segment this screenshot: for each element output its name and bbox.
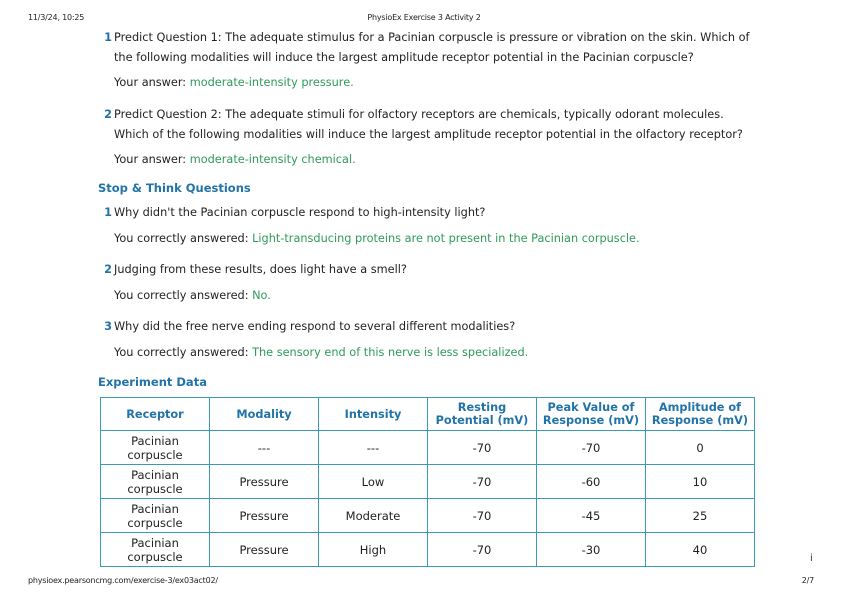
cell-receptor: Pacinian corpuscle	[101, 465, 210, 499]
question-text: Predict Question 2: The adequate stimuli for olfactory receptors are chemicals, typically odorant molecules. Which of the following modalities will induce the largest amplitude receptor potential in the olfactory receptor?	[114, 108, 743, 141]
answer-value: moderate-intensity pressure.	[189, 76, 354, 89]
table-row	[101, 465, 755, 499]
cell-resting-potential: -70	[428, 533, 537, 567]
answer-value: Light-transducing proteins are not present in the Pacinian corpuscle.	[252, 232, 640, 245]
question-number: 1	[104, 206, 112, 219]
cell-resting-potential: -70	[428, 431, 537, 465]
answer-label: You correctly answered:	[114, 232, 249, 245]
cell-peak-value: -70	[537, 431, 646, 465]
cell-peak-value: -30	[537, 533, 646, 567]
cell-resting-potential: -70	[428, 465, 537, 499]
question-text: Why did the free nerve ending respond to several different modalities?	[114, 320, 516, 333]
experiment-data-table	[100, 397, 755, 567]
stop-think-question-1	[100, 203, 760, 223]
cell-modality: Pressure	[210, 499, 319, 533]
column-header: Modality	[210, 398, 319, 431]
page-number: 2/7	[801, 576, 814, 585]
predict-question-2	[100, 105, 760, 144]
question-text: Judging from these results, does light have a smell?	[114, 263, 407, 276]
cell-intensity: Moderate	[319, 499, 428, 533]
cell-receptor: Pacinian corpuscle	[101, 533, 210, 567]
column-header: Intensity	[319, 398, 428, 431]
stop-think-answer-3	[114, 345, 528, 361]
print-title: PhysioEx Exercise 3 Activity 2	[367, 13, 481, 22]
print-url: physioex.pearsoncmg.com/exercise-3/ex03act02/	[28, 576, 218, 585]
column-header: Receptor	[101, 398, 210, 431]
cell-intensity: High	[319, 533, 428, 567]
cell-intensity: Low	[319, 465, 428, 499]
print-datetime: 11/3/24, 10:25	[28, 13, 85, 22]
column-header: Resting Potential (mV)	[428, 398, 537, 431]
cell-modality: ---	[210, 431, 319, 465]
question-text: Predict Question 1: The adequate stimulus for a Pacinian corpuscle is pressure or vibration on the skin. Which of the following modalities will induce the largest amplitude receptor potential in the Pacinian corpuscle?	[114, 31, 750, 64]
cell-peak-value: -45	[537, 499, 646, 533]
stop-think-answer-2	[114, 288, 271, 304]
stop-think-question-2	[100, 260, 760, 280]
table-header-row	[101, 398, 755, 431]
stop-think-answer-1	[114, 231, 640, 247]
answer-label: Your answer:	[114, 76, 187, 89]
cell-modality: Pressure	[210, 533, 319, 567]
cell-resting-potential: -70	[428, 499, 537, 533]
question-text: Why didn't the Pacinian corpuscle respond to high-intensity light?	[114, 206, 486, 219]
predict-question-1	[100, 28, 760, 67]
predict-answer-2	[114, 152, 356, 168]
question-number: 3	[104, 320, 112, 333]
cell-amplitude: 25	[646, 499, 755, 533]
predict-answer-1	[114, 75, 354, 91]
column-header: Amplitude of Response (mV)	[646, 398, 755, 431]
side-info-mark: i	[810, 553, 813, 564]
answer-value: The sensory end of this nerve is less specialized.	[252, 346, 529, 359]
cell-amplitude: 40	[646, 533, 755, 567]
cell-amplitude: 0	[646, 431, 755, 465]
stop-think-heading: Stop & Think Questions	[98, 181, 251, 195]
cell-receptor: Pacinian corpuscle	[101, 431, 210, 465]
question-number: 2	[104, 263, 112, 276]
cell-amplitude: 10	[646, 465, 755, 499]
answer-label: You correctly answered:	[114, 289, 249, 302]
cell-intensity: ---	[319, 431, 428, 465]
table-row	[101, 533, 755, 567]
question-number: 2	[104, 108, 112, 121]
cell-receptor: Pacinian corpuscle	[101, 499, 210, 533]
question-number: 1	[104, 31, 112, 44]
experiment-data-heading: Experiment Data	[98, 375, 207, 389]
table-row	[101, 431, 755, 465]
cell-modality: Pressure	[210, 465, 319, 499]
answer-label: You correctly answered:	[114, 346, 249, 359]
stop-think-question-3	[100, 317, 760, 337]
column-header: Peak Value of Response (mV)	[537, 398, 646, 431]
table-row	[101, 499, 755, 533]
answer-value: No.	[252, 289, 271, 302]
answer-value: moderate-intensity chemical.	[189, 153, 356, 166]
answer-label: Your answer:	[114, 153, 187, 166]
cell-peak-value: -60	[537, 465, 646, 499]
